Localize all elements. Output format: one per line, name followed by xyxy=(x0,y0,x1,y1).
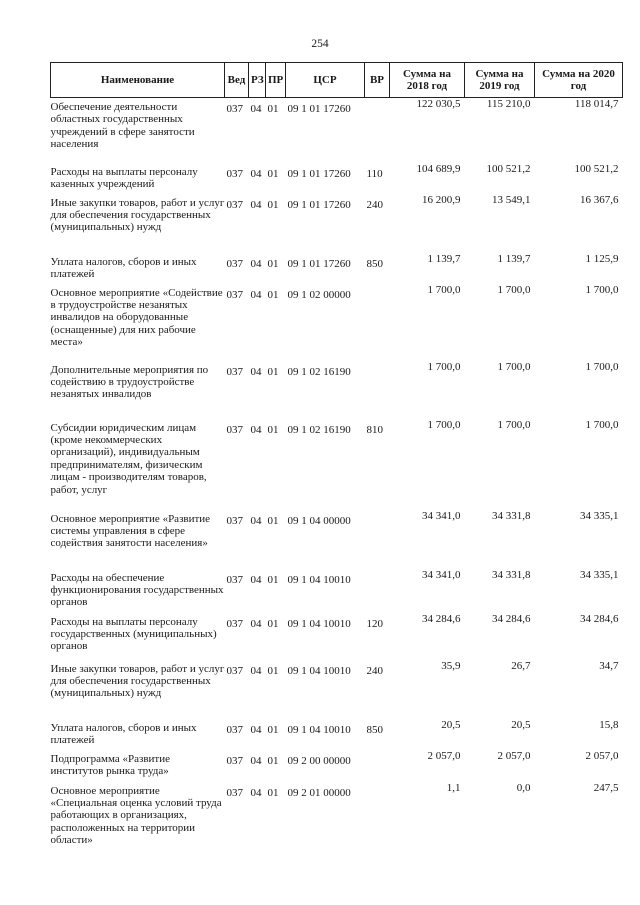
row-csr: 09 1 04 00000 xyxy=(287,514,351,527)
row-ved: 037 xyxy=(226,103,243,115)
row-sum-2018: 34 341,0 xyxy=(422,509,461,522)
page-number: 254 xyxy=(311,38,329,50)
row-pr: 01 xyxy=(267,288,279,301)
row-name: Иные закупки товаров, работ и услуг для обеспечения государственных (муниципальных) нужд xyxy=(50,662,225,700)
row-name: Основное мероприятие «Развитие системы управления в сфере содействия занятости населения» xyxy=(50,512,211,550)
row-csr: 09 1 01 17260 xyxy=(287,103,351,115)
header-sum-2020: Сумма на 2020 год xyxy=(535,63,623,98)
row-sum-2019: 20,5 xyxy=(511,718,531,731)
row-vr: 240 xyxy=(366,198,383,211)
row-sum-2018: 16 200,9 xyxy=(422,193,461,206)
row-name: Субсидии юридическим лицам (кроме некоммерческих организаций), индивидуальным предпринимателям, физическим лицам - производителям товаров, работ, услуг xyxy=(50,421,207,496)
row-name: Дополнительные мероприятия по содействию в трудоустройстве незанятых инвалидов xyxy=(50,363,209,401)
row-rz: 04 xyxy=(250,754,262,767)
row-rz: 04 xyxy=(250,573,262,586)
row-sum-2020: 16 367,6 xyxy=(580,193,619,206)
table-row xyxy=(51,419,623,510)
row-name: Уплата налогов, сборов и иных платежей xyxy=(50,255,197,280)
row-sum-2020: 15,8 xyxy=(599,718,619,731)
row-csr: 09 2 00 00000 xyxy=(287,754,351,767)
table-row xyxy=(51,613,623,660)
row-sum-2018: 1 700,0 xyxy=(427,283,461,296)
table-row xyxy=(51,253,623,284)
row-name: Основное мероприятие «Специальная оценка условий труда работающих в организациях, расположенных на территории области» xyxy=(50,784,222,847)
header-name: Наименование xyxy=(51,63,225,98)
row-sum-2019: 13 549,1 xyxy=(492,193,531,206)
row-ved: 037 xyxy=(226,723,243,736)
row-vr xyxy=(365,361,390,419)
row-ved: 037 xyxy=(226,754,243,767)
row-sum-2019: 1 700,0 xyxy=(497,283,531,296)
row-sum-2020: 1 700,0 xyxy=(585,418,619,431)
row-sum-2018: 20,5 xyxy=(441,718,461,731)
row-sum-2019: 1 700,0 xyxy=(497,418,531,431)
row-pr: 01 xyxy=(267,423,279,436)
row-rz: 04 xyxy=(250,288,262,301)
row-csr: 09 1 04 10010 xyxy=(287,723,351,736)
row-csr: 09 1 01 17260 xyxy=(287,198,351,211)
row-pr: 01 xyxy=(267,786,279,799)
row-pr: 01 xyxy=(267,723,279,736)
table-header-row xyxy=(51,63,623,98)
row-vr xyxy=(365,510,390,569)
table-row xyxy=(51,194,623,253)
row-pr: 01 xyxy=(267,514,279,527)
row-sum-2019: 34 331,8 xyxy=(492,568,531,581)
row-csr: 09 1 04 10010 xyxy=(287,664,351,677)
row-csr: 09 1 04 10010 xyxy=(287,617,351,630)
row-sum-2018: 1 700,0 xyxy=(427,360,461,373)
table-row xyxy=(51,782,623,858)
table-row xyxy=(51,750,623,782)
header-csr: ЦСР xyxy=(286,63,365,98)
row-sum-2019: 115 210,0 xyxy=(486,98,531,110)
row-vr xyxy=(365,284,390,361)
row-sum-2018: 122 030,5 xyxy=(416,98,461,110)
table-row xyxy=(51,98,623,163)
row-sum-2018: 1 139,7 xyxy=(427,252,461,265)
row-pr: 01 xyxy=(267,167,279,180)
row-rz: 04 xyxy=(250,167,262,180)
row-rz: 04 xyxy=(250,365,262,378)
row-name: Расходы на обеспечение функционирования государственных органов xyxy=(50,571,224,609)
row-sum-2020: 2 057,0 xyxy=(585,749,619,762)
row-sum-2018: 2 057,0 xyxy=(427,749,461,762)
table-body xyxy=(51,98,623,858)
row-sum-2020: 34 284,6 xyxy=(580,612,619,625)
table-row xyxy=(51,719,623,750)
row-sum-2018: 34 341,0 xyxy=(422,568,461,581)
row-sum-2019: 34 331,8 xyxy=(492,509,531,522)
row-sum-2018: 34 284,6 xyxy=(422,612,461,625)
header-pr: ПР xyxy=(266,63,286,98)
table-row xyxy=(51,569,623,613)
row-ved: 037 xyxy=(226,365,243,378)
row-name: Обеспечение деятельности областных государственных учреждений в сфере занятости населения xyxy=(50,101,195,151)
row-csr: 09 2 01 00000 xyxy=(287,786,351,799)
row-sum-2020: 100 521,2 xyxy=(574,162,619,175)
table-row xyxy=(51,361,623,419)
row-name: Основное мероприятие «Содействие в трудоустройстве незанятых инвалидов на оборудованные (оснащенные) для них рабочие места» xyxy=(50,286,223,349)
row-csr: 09 1 04 10010 xyxy=(287,573,351,586)
row-vr: 850 xyxy=(366,257,383,270)
row-rz: 04 xyxy=(250,723,262,736)
table-row xyxy=(51,660,623,719)
row-pr: 01 xyxy=(267,754,279,767)
row-ved: 037 xyxy=(226,573,243,586)
row-name: Подпрограмма «Развитие институтов рынка труда» xyxy=(50,752,170,777)
row-pr: 01 xyxy=(267,664,279,677)
row-vr: 110 xyxy=(366,167,383,180)
row-sum-2019: 1 700,0 xyxy=(497,360,531,373)
row-ved: 037 xyxy=(226,288,243,301)
row-pr: 01 xyxy=(267,257,279,270)
row-ved: 037 xyxy=(226,257,243,270)
row-vr xyxy=(365,569,390,613)
table-row xyxy=(51,284,623,361)
row-ved: 037 xyxy=(226,514,243,527)
row-rz: 04 xyxy=(250,786,262,799)
row-vr: 120 xyxy=(366,617,383,630)
row-sum-2018: 104 689,9 xyxy=(416,162,461,175)
row-vr xyxy=(365,782,390,858)
row-vr: 240 xyxy=(366,664,383,677)
row-rz: 04 xyxy=(250,103,262,115)
row-sum-2019: 26,7 xyxy=(511,659,531,672)
row-rz: 04 xyxy=(250,423,262,436)
row-sum-2020: 1 700,0 xyxy=(585,283,619,296)
row-pr: 01 xyxy=(267,573,279,586)
header-sum-2018: Сумма на 2018 год xyxy=(390,63,465,98)
row-name: Расходы на выплаты персоналу государственных (муниципальных) органов xyxy=(50,615,217,653)
budget-table xyxy=(50,62,623,858)
row-ved: 037 xyxy=(226,423,243,436)
row-csr: 09 1 02 00000 xyxy=(287,288,351,301)
row-pr: 01 xyxy=(267,365,279,378)
row-sum-2020: 247,5 xyxy=(593,781,619,794)
row-csr: 09 1 02 16190 xyxy=(287,365,351,378)
row-csr: 09 1 01 17260 xyxy=(287,257,351,270)
row-sum-2018: 1,1 xyxy=(446,781,461,794)
table-row xyxy=(51,163,623,194)
row-sum-2020: 118 014,7 xyxy=(574,98,619,110)
row-sum-2020: 1 700,0 xyxy=(585,360,619,373)
row-vr: 810 xyxy=(366,423,383,436)
row-csr: 09 1 02 16190 xyxy=(287,423,351,436)
row-rz: 04 xyxy=(250,617,262,630)
row-sum-2018: 1 700,0 xyxy=(427,418,461,431)
row-rz: 04 xyxy=(250,198,262,211)
row-name: Уплата налогов, сборов и иных платежей xyxy=(50,721,197,746)
header-sum-2019: Сумма на 2019 год xyxy=(465,63,535,98)
row-ved: 037 xyxy=(226,617,243,630)
row-rz: 04 xyxy=(250,514,262,527)
row-csr: 09 1 01 17260 xyxy=(287,167,351,180)
row-pr: 01 xyxy=(267,198,279,211)
row-sum-2018: 35,9 xyxy=(441,659,461,672)
row-ved: 037 xyxy=(226,664,243,677)
row-ved: 037 xyxy=(226,167,243,180)
row-rz: 04 xyxy=(250,257,262,270)
row-sum-2020: 1 125,9 xyxy=(585,252,619,265)
header-rz: РЗ xyxy=(249,63,266,98)
row-sum-2019: 2 057,0 xyxy=(497,749,531,762)
row-vr: 850 xyxy=(366,723,383,736)
row-pr: 01 xyxy=(267,617,279,630)
header-vr: ВР xyxy=(365,63,390,98)
row-vr xyxy=(365,750,390,782)
row-sum-2019: 100 521,2 xyxy=(486,162,531,175)
row-sum-2019: 34 284,6 xyxy=(492,612,531,625)
header-ved: Вед xyxy=(225,63,249,98)
row-name: Расходы на выплаты персоналу казенных учреждений xyxy=(50,165,198,190)
row-sum-2020: 34,7 xyxy=(599,659,619,672)
row-ved: 037 xyxy=(226,786,243,799)
row-sum-2019: 0,0 xyxy=(516,781,531,794)
table-row xyxy=(51,510,623,569)
row-sum-2020: 34 335,1 xyxy=(580,509,619,522)
row-sum-2019: 1 139,7 xyxy=(497,252,531,265)
row-name: Иные закупки товаров, работ и услуг для обеспечения государственных (муниципальных) нужд xyxy=(50,196,225,234)
row-sum-2020: 34 335,1 xyxy=(580,568,619,581)
row-rz: 04 xyxy=(250,664,262,677)
row-vr xyxy=(365,98,390,163)
row-pr: 01 xyxy=(267,103,279,115)
row-ved: 037 xyxy=(226,198,243,211)
